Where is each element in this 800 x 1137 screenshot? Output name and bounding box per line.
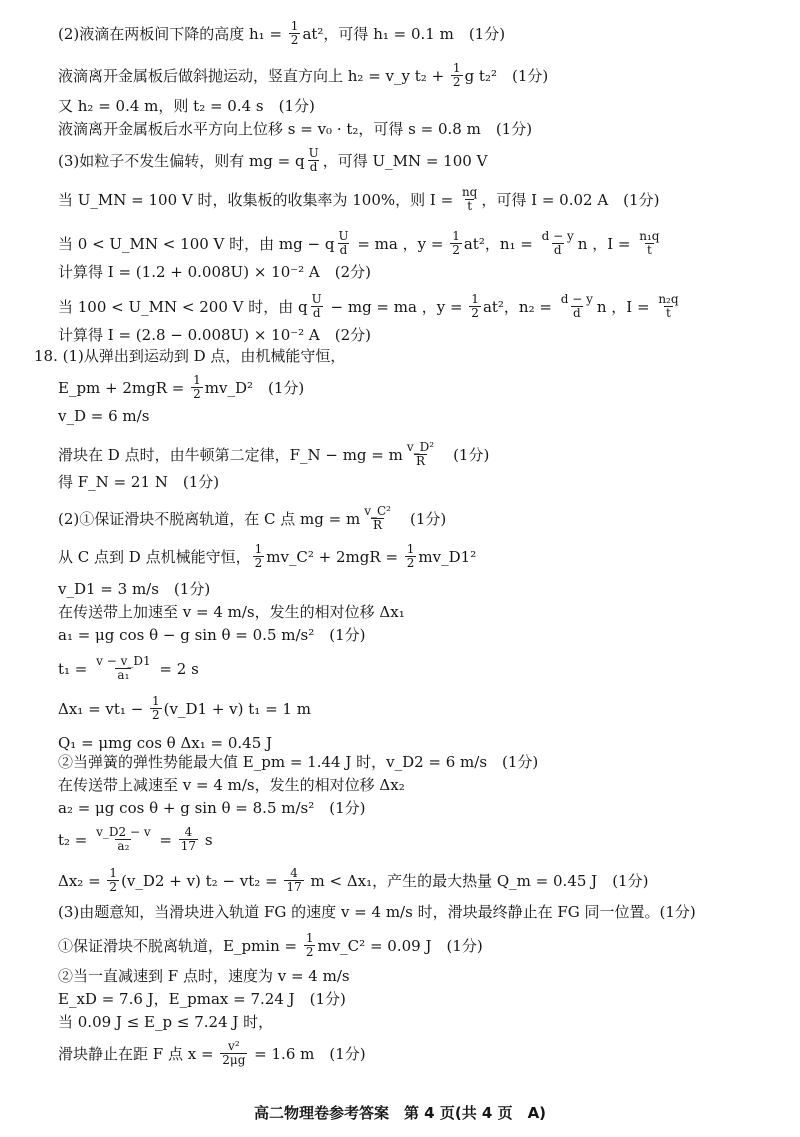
answer-line bbox=[58, 902, 696, 922]
fraction-denominator: 2 bbox=[471, 306, 479, 320]
fraction-denominator: d bbox=[312, 306, 321, 320]
fraction bbox=[559, 293, 595, 320]
line-text: Δx₂ = bbox=[58, 871, 106, 890]
line-text: n ，I = bbox=[596, 297, 655, 316]
fraction-denominator: 2 bbox=[406, 556, 415, 570]
answer-line bbox=[58, 579, 210, 599]
fraction bbox=[405, 543, 417, 570]
fraction bbox=[179, 826, 198, 853]
answer-line bbox=[58, 798, 366, 818]
fraction-numerator: v − v_D1 bbox=[96, 654, 151, 668]
fraction-denominator: t bbox=[666, 306, 671, 320]
fraction bbox=[150, 695, 162, 722]
answer-line bbox=[58, 543, 476, 570]
fraction-denominator: 2μg bbox=[222, 1053, 246, 1067]
fraction bbox=[405, 441, 436, 468]
line-text: v_D = 6 m/s bbox=[58, 407, 150, 425]
fraction-denominator: a₁ bbox=[117, 668, 130, 682]
fraction-numerator: v² bbox=[228, 1039, 240, 1053]
fraction-denominator: 2 bbox=[452, 243, 460, 257]
answer-line bbox=[58, 325, 371, 345]
fraction-numerator: 1 bbox=[109, 866, 118, 880]
answer-line bbox=[58, 752, 538, 772]
fraction-numerator: 1 bbox=[452, 229, 460, 243]
fraction-numerator: 1 bbox=[290, 19, 299, 33]
line-text: n ，I = bbox=[577, 234, 636, 253]
line-text: − mg = ma ，y = bbox=[325, 297, 468, 316]
line-text: at²，n₁ = bbox=[463, 234, 538, 253]
fraction-denominator: d bbox=[339, 243, 348, 257]
fraction-denominator: R bbox=[415, 454, 425, 468]
line-text: Q₁ = μmg cos θ Δx₁ = 0.45 J bbox=[58, 734, 273, 752]
line-text: mv_D² (1分) bbox=[204, 378, 305, 397]
fraction bbox=[336, 230, 350, 257]
fraction-denominator: 2 bbox=[254, 556, 263, 570]
fraction bbox=[460, 186, 479, 213]
answer-line bbox=[58, 96, 315, 116]
answer-line bbox=[58, 826, 213, 853]
line-text: at²，n₂ = bbox=[482, 297, 557, 316]
fraction-denominator: d bbox=[309, 160, 318, 174]
answer-line bbox=[58, 262, 371, 282]
fraction bbox=[362, 505, 393, 532]
fraction-denominator: R bbox=[373, 518, 383, 532]
fraction bbox=[637, 230, 661, 257]
answer-line bbox=[34, 346, 345, 366]
fraction-numerator: n₂q bbox=[658, 292, 679, 306]
answer-line bbox=[58, 733, 272, 753]
fraction-denominator: t bbox=[467, 199, 473, 213]
line-text: = 2 s bbox=[154, 659, 199, 678]
answer-line bbox=[58, 989, 346, 1009]
line-text: = bbox=[154, 830, 177, 849]
line-text: (3)如粒子不发生偏转，则有 mg = q bbox=[58, 151, 305, 170]
answer-line bbox=[58, 695, 311, 722]
fraction bbox=[307, 147, 321, 174]
fraction-numerator: U bbox=[311, 292, 322, 306]
line-text: 滑块在 D 点时，由牛顿第二定律，F_N − mg = m bbox=[58, 445, 403, 464]
fraction-numerator: 1 bbox=[305, 931, 314, 945]
line-text: 当 100 < U_MN < 200 V 时，由 q bbox=[58, 297, 308, 316]
line-text: t₁ = bbox=[58, 659, 93, 678]
line-text: 计算得 I = (1.2 + 0.008U) × 10⁻² A (2分) bbox=[58, 263, 372, 281]
fraction-numerator: 1 bbox=[193, 373, 201, 387]
line-text: E_pm + 2mgR = bbox=[58, 378, 190, 397]
answer-line bbox=[58, 441, 489, 468]
fraction-denominator: 2 bbox=[305, 945, 314, 959]
fraction-numerator: 4 bbox=[184, 825, 193, 839]
answer-line bbox=[58, 867, 648, 894]
fraction-denominator: a₂ bbox=[117, 839, 130, 853]
line-text: at²，可得 h₁ = 0.1 m (1分) bbox=[302, 24, 506, 43]
fraction bbox=[284, 867, 303, 894]
line-text: g t₂² (1分) bbox=[464, 66, 549, 85]
fraction-denominator: 17 bbox=[286, 880, 302, 894]
fraction bbox=[469, 293, 481, 320]
line-text: (1分) bbox=[438, 445, 490, 464]
line-text: 从 C 点到 D 点机械能守恒， bbox=[58, 547, 251, 566]
line-text: ②当一直减速到 F 点时，速度为 v = 4 m/s bbox=[58, 967, 350, 985]
line-text: (v_D1 + v) t₁ = 1 m bbox=[163, 699, 311, 718]
line-text: s bbox=[200, 830, 213, 849]
fraction-denominator: d bbox=[572, 306, 581, 320]
answer-line bbox=[58, 20, 505, 47]
answer-line bbox=[58, 119, 532, 139]
fraction-numerator: 1 bbox=[406, 542, 415, 556]
answer-line bbox=[58, 406, 149, 426]
fraction-numerator: 4 bbox=[290, 866, 298, 880]
line-text: (2)①保证滑块不脱离轨道，在 C 点 mg = m bbox=[58, 509, 361, 528]
answer-line bbox=[58, 186, 659, 213]
line-text: ，可得 U_MN = 100 V bbox=[322, 151, 488, 170]
answer-line bbox=[58, 147, 487, 174]
line-text: 又 h₂ = 0.4 m，则 t₂ = 0.4 s (1分) bbox=[58, 97, 315, 115]
line-text: mv_C² = 0.09 J (1分) bbox=[317, 936, 483, 955]
line-text: ①保证滑块不脱离轨道，E_pmin = bbox=[58, 936, 302, 955]
fraction bbox=[191, 374, 203, 401]
line-text: v_D1 = 3 m/s (1分) bbox=[58, 580, 211, 598]
line-text: 滑块静止在距 F 点 x = bbox=[58, 1044, 219, 1063]
fraction-denominator: t bbox=[646, 243, 652, 257]
answer-line bbox=[58, 625, 366, 645]
fraction bbox=[451, 62, 463, 89]
line-text: (v_D2 + v) t₂ − vt₂ = bbox=[121, 871, 283, 890]
line-text: a₂ = μg cos θ + g sin θ = 8.5 m/s² (1分) bbox=[58, 799, 366, 817]
line-text: ②当弹簧的弹性势能最大值 E_pm = 1.44 J 时，v_D2 = 6 m/s (1分) bbox=[58, 753, 539, 771]
fraction-numerator: 1 bbox=[254, 542, 263, 556]
line-text: a₁ = μg cos θ − g sin θ = 0.5 m/s² (1分) bbox=[58, 626, 366, 644]
answer-line bbox=[58, 775, 405, 795]
line-text: 在传送带上减速至 v = 4 m/s，发生的相对位移 Δx₂ bbox=[58, 776, 405, 794]
line-text: (2)液滴在两板间下降的高度 h₁ = bbox=[58, 24, 287, 43]
line-text: Δx₁ = vt₁ − bbox=[58, 699, 149, 718]
fraction-numerator: v_D2 − v bbox=[96, 825, 151, 839]
fraction bbox=[310, 293, 324, 320]
line-text: (1分) bbox=[394, 509, 447, 528]
fraction-denominator: 2 bbox=[452, 75, 461, 89]
fraction bbox=[289, 20, 301, 47]
fraction bbox=[94, 655, 153, 682]
answer-line bbox=[58, 932, 483, 959]
line-text: E_xD = 7.6 J，E_pmax = 7.24 J (1分) bbox=[58, 990, 346, 1008]
line-text: 液滴离开金属板后做斜抛运动，竖直方向上 h₂ = v_y t₂ + bbox=[58, 66, 449, 85]
fraction bbox=[304, 932, 316, 959]
fraction-denominator: 17 bbox=[180, 839, 197, 853]
fraction-numerator: d − y bbox=[541, 229, 574, 243]
line-text: 当 0 < U_MN < 100 V 时，由 mg − q bbox=[58, 234, 335, 253]
line-text: 当 0.09 J ≤ E_p ≤ 7.24 J 时， bbox=[58, 1013, 274, 1031]
answer-line bbox=[58, 602, 405, 622]
fraction-denominator: d bbox=[553, 243, 562, 257]
page-footer: 高二物理卷参考答案 第 4 页(共 4 页 A) bbox=[253, 1104, 547, 1122]
answer-line bbox=[58, 230, 663, 257]
fraction bbox=[220, 1040, 247, 1067]
fraction-denominator: 2 bbox=[193, 387, 201, 401]
line-text: 液滴离开金属板后水平方向上位移 s = v₀ · t₂，可得 s = 0.8 m (1分) bbox=[58, 120, 533, 138]
line-text: = ma ，y = bbox=[352, 234, 449, 253]
fraction bbox=[107, 867, 119, 894]
line-text: mv_D1² bbox=[418, 547, 477, 566]
fraction bbox=[450, 230, 462, 257]
fraction bbox=[540, 230, 576, 257]
line-text: 18. (1)从弹出到运动到 D 点，由机械能守恒， bbox=[34, 347, 346, 365]
line-text: = 1.6 m (1分) bbox=[249, 1044, 366, 1063]
answer-line bbox=[58, 966, 350, 986]
fraction-numerator: 1 bbox=[471, 292, 479, 306]
line-text: (3)由题意知，当滑块进入轨道 FG 的速度 v = 4 m/s 时，滑块最终静止在 FG 同一位置。(1分) bbox=[58, 903, 696, 921]
fraction bbox=[253, 543, 265, 570]
answer-line bbox=[58, 1012, 273, 1032]
fraction-numerator: U bbox=[308, 146, 319, 160]
line-text: 在传送带上加速至 v = 4 m/s，发生的相对位移 Δx₁ bbox=[58, 603, 405, 621]
fraction-numerator: v_C² bbox=[364, 504, 391, 518]
answer-line bbox=[58, 472, 219, 492]
answer-line bbox=[58, 1040, 366, 1067]
fraction bbox=[94, 826, 153, 853]
fraction-numerator: U bbox=[338, 229, 349, 243]
line-text: t₂ = bbox=[58, 830, 93, 849]
line-text: m < Δx₁，产生的最大热量 Q_m = 0.45 J (1分) bbox=[305, 871, 649, 890]
fraction-numerator: nq bbox=[461, 185, 478, 199]
line-text: ，可得 I = 0.02 A (1分) bbox=[481, 190, 660, 209]
fraction-denominator: 2 bbox=[290, 33, 299, 47]
fraction-denominator: 2 bbox=[109, 880, 118, 894]
answer-line bbox=[58, 293, 683, 320]
line-text: 当 U_MN = 100 V 时，收集板的收集率为 100%，则 I = bbox=[58, 190, 458, 209]
fraction-numerator: n₁q bbox=[639, 229, 660, 243]
fraction-numerator: 1 bbox=[452, 61, 461, 75]
answer-line bbox=[58, 374, 304, 401]
fraction-denominator: 2 bbox=[152, 708, 160, 722]
answer-line bbox=[58, 655, 199, 682]
line-text: mv_C² + 2mgR = bbox=[266, 547, 403, 566]
answer-line bbox=[58, 505, 446, 532]
fraction bbox=[656, 293, 680, 320]
answer-line bbox=[58, 62, 548, 89]
fraction-numerator: 1 bbox=[152, 694, 160, 708]
fraction-numerator: d − y bbox=[560, 292, 593, 306]
line-text: 得 F_N = 21 N (1分) bbox=[58, 473, 220, 491]
fraction-numerator: v_D² bbox=[406, 440, 435, 454]
line-text: 计算得 I = (2.8 − 0.008U) × 10⁻² A (2分) bbox=[58, 326, 372, 344]
